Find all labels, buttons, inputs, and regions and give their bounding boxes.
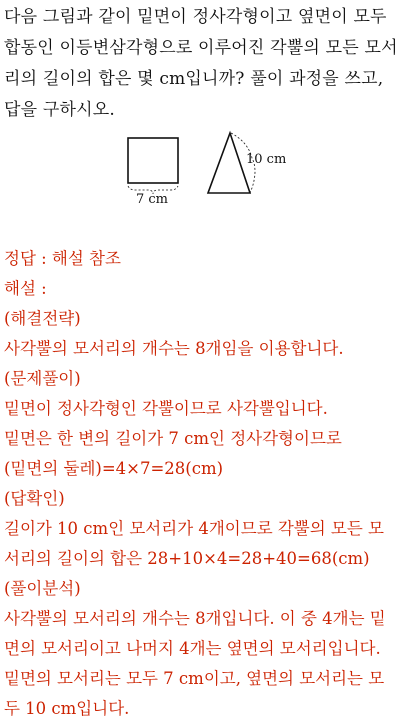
- section-heading: (해결전략): [4, 309, 81, 328]
- section-heading: (풀이분석): [4, 579, 81, 598]
- solution-line: 길이가 10 cm인 모서리가 4개이므로 각뿔의 모든 모: [4, 519, 384, 538]
- question-line: 다음 그림과 같이 밑면이 정사각형이고 옆면이 모두: [4, 7, 387, 27]
- answer-line: 정답 : 해설 참조: [4, 249, 121, 268]
- solution-line: 밑면의 모서리는 모두 7 cm이고, 옆면의 모서리는 모: [4, 669, 385, 688]
- solution-line: (밑면의 둘레)=4×7=28(cm): [4, 459, 224, 478]
- edge-length-label: 10 cm: [246, 152, 287, 167]
- solution-line: 두 10 cm입니다.: [4, 699, 130, 718]
- solution-line: 사각뿔의 모서리의 개수는 8개입니다. 이 중 4개는 밑: [4, 609, 386, 628]
- explanation-heading: 해설 :: [4, 279, 47, 298]
- question-line: 답을 구하시오.: [4, 100, 115, 120]
- section-heading: (답확인): [4, 489, 65, 508]
- solution-text: [4, 244, 396, 724]
- solution-line: 밑면은 한 변의 길이가 7 cm인 정사각형이므로: [4, 429, 342, 448]
- solution-line: 밑면이 정사각형인 각뿔이므로 사각뿔입니다.: [4, 399, 328, 418]
- pyramid-figure: [118, 128, 298, 208]
- solution-line: 면의 모서리이고 나머지 4개는 옆면의 모서리입니다.: [4, 639, 381, 658]
- solution-line: 사각뿔의 모서리의 개수는 8개임을 이용합니다.: [4, 339, 344, 358]
- question-line: 합동인 이등변삼각형으로 이루어진 각뿔의 모든 모서: [4, 38, 398, 58]
- triangle-face: [208, 133, 250, 193]
- solution-line: 서리의 길이의 합은 28+10×4=28+40=68(cm): [4, 549, 370, 568]
- section-heading: (문제풀이): [4, 369, 81, 388]
- question-text: [4, 2, 396, 126]
- base-length-label: 7 cm: [136, 192, 169, 207]
- question-line: 리의 길이의 합은 몇 cm입니까? 풀이 과정을 쓰고,: [4, 69, 384, 89]
- square-base: [128, 138, 178, 183]
- figure-svg: [118, 128, 298, 208]
